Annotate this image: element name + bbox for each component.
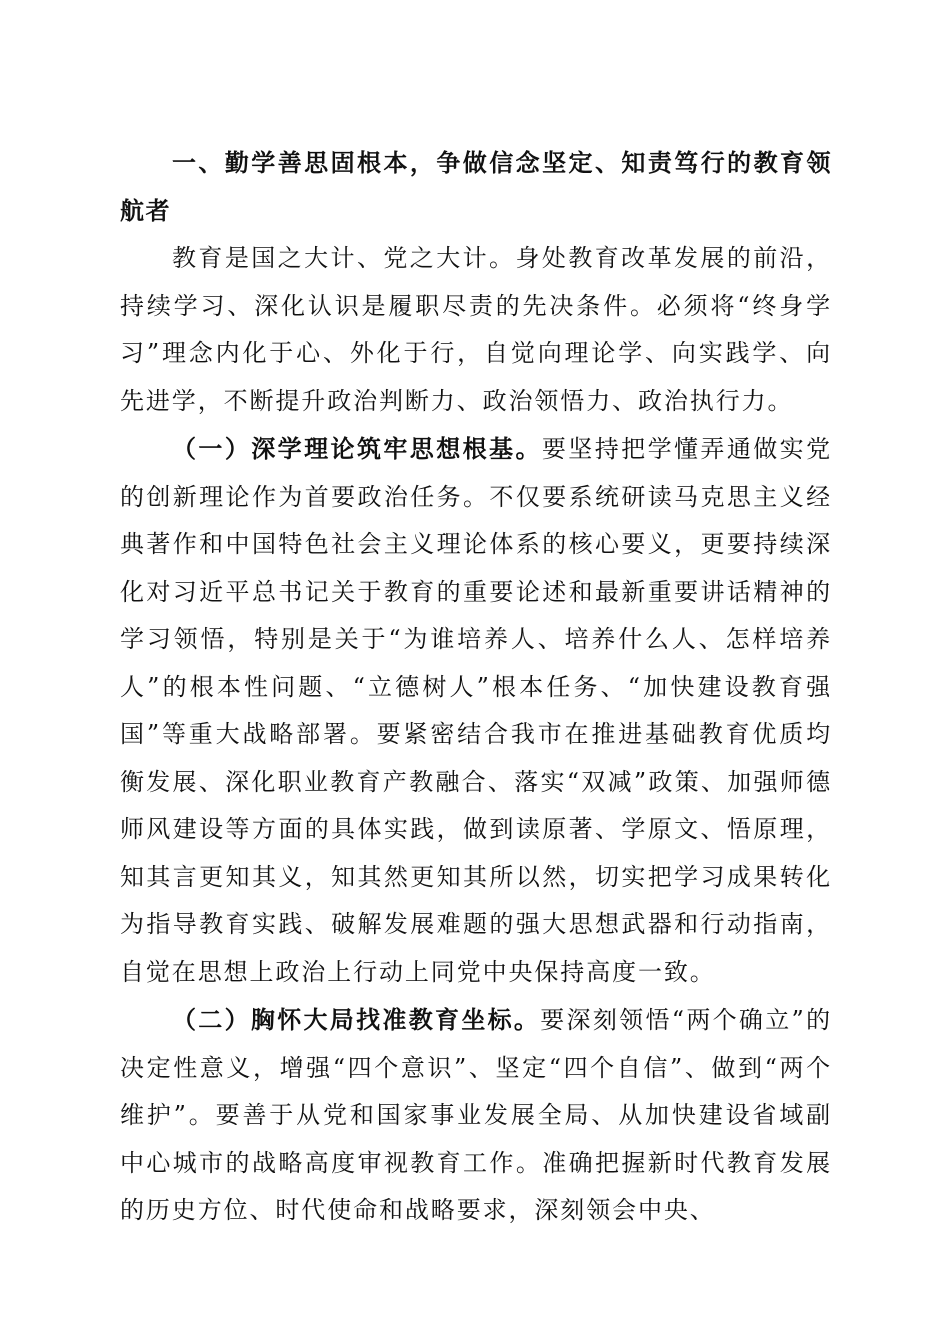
intro-paragraph: 教育是国之大计、党之大计。身处教育改革发展的前沿，持续学习、深化认识是履职尽责的先决条件。必须将“终身学习”理念内化于心、外化于行，自觉向理论学、向实践学、向先进学，不断提升政治判断力、政治领悟力、政治执行力。	[120, 244, 832, 415]
document-body	[120, 140, 832, 1235]
subsection-paragraph-2	[120, 996, 832, 1235]
subsection-heading-2: （二）胸怀大局找准教育坐标。	[172, 1005, 541, 1034]
subsection-body-2: 要深刻领悟“两个确立”的决定性意义，增强“四个意识”、坚定“四个自信”、做到“两个维护”。要善于从党和国家事业发展全局、从加快建设省域副中心城市的战略高度审视教育工作。准确把握新时代教育发展的历史方位、时代使命和战略要求，深刻领会中央、	[120, 1006, 832, 1224]
subsection-body-1: 要坚持把学懂弄通做实党的创新理论作为首要政治任务。不仅要系统研读马克思主义经典著作和中国特色社会主义理论体系的核心要义，更要持续深化对习近平总书记关于教育的重要论述和最新重要讲话精神的学习领悟，特别是关于“为谁培养人、培养什么人、怎样培养人”的根本性问题、“立德树人”根本任务、“加快建设教育强国”等重大战略部署。要紧密结合我市在推进基础教育优质均衡发展、深化职业教育产教融合、落实“双减”政策、加强师德师风建设等方面的具体实践，做到读原著、学原文、悟原理，知其言更知其义，知其然更知其所以然，切实把学习成果转化为指导教育实践、破解发展难题的强大思想武器和行动指南，自觉在思想上政治上行动上同党中央保持高度一致。	[120, 435, 832, 986]
subsection-heading-1: （一）深学理论筑牢思想根基。	[172, 434, 542, 463]
section-heading: 一、勤学善思固根本，争做信念坚定、知责笃行的教育领航者	[120, 149, 832, 225]
subsection-paragraph-1	[120, 425, 832, 996]
